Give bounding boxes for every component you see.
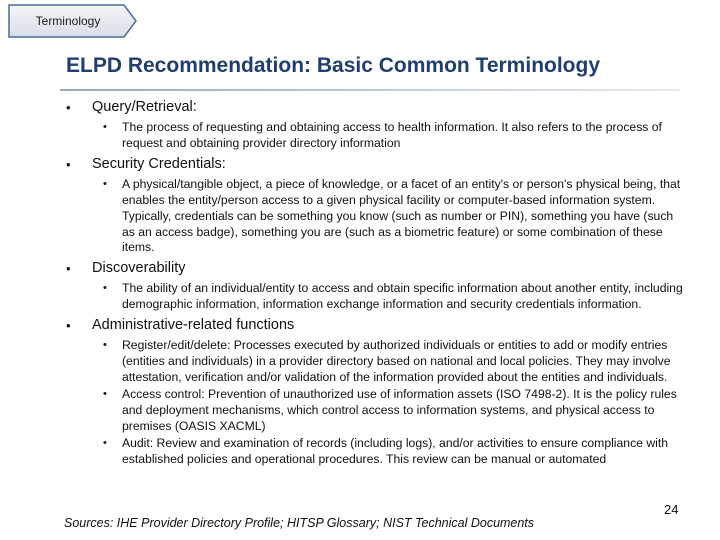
term-definition (60, 177, 690, 257)
bullet: • (103, 121, 107, 133)
term-heading-text: Administrative-related functions (92, 317, 295, 334)
tab-label: Terminology (35, 14, 101, 28)
slide-title: ELPD Recommendation: Basic Common Terminology (66, 54, 601, 77)
bullet: • (66, 318, 71, 334)
term-definition (60, 338, 690, 386)
section-tab (8, 4, 138, 38)
term-definition (60, 120, 690, 152)
definition-text: Access control: Prevention of unauthorized use of information assets (ISO 7498-2). It is the policy rules and deployment mechanisms, which control access to information systems, and physical access to premises (OASIS XACML) (122, 386, 677, 433)
definition-text: The ability of an individual/entity to access and obtain specific information about another entity, including demographic information, information exchange information and security credentials information. (122, 281, 683, 312)
bullet: • (66, 100, 71, 115)
term-heading (60, 156, 690, 173)
term-heading (60, 317, 690, 334)
bullet: • (103, 282, 107, 295)
definition-text: Register/edit/delete: Processes executed by authorized individuals or entities to add or modify entries (entities and individuals) in a provider directory based on national and local policies. They may involve attestation, verification and/or validation of the information provided about the entities and individuals. (122, 338, 671, 384)
term-heading-text: Security Credentials: (92, 155, 226, 172)
definition-text: The process of requesting and obtaining access to health information. It also refers to the process of request and obtaining provider directory information (122, 120, 662, 150)
term-heading-text: Query/Retrieval: (92, 99, 197, 115)
bullet: • (103, 339, 107, 352)
title-divider (60, 89, 680, 91)
term-definition (60, 436, 690, 468)
bullet: • (66, 261, 71, 277)
definition-text: A physical/tangible object, a piece of knowledge, or a facet of an entity's or person's physical being, that enables the entity/person access to a given physical facility or computer-based information system. Typically, credentials can be something you know (such as number or PIN), something you have (such as an access badge), something you are (such as a biometric feature) or some combination of these items. (122, 176, 681, 255)
term-definition (60, 281, 690, 313)
term-list (60, 95, 690, 467)
term-heading (60, 99, 690, 116)
bullet: • (66, 156, 71, 172)
term-heading-text: Discoverability (92, 260, 186, 277)
definition-text: Audit: Review and examination of records (including logs), and/or activities to ensure compliance with established policies and operational procedures. This review can be manual or automated (122, 435, 669, 466)
term-heading (60, 260, 690, 277)
bullet: • (103, 387, 107, 400)
sources-footnote: Sources: IHE Provider Directory Profile; HITSP Glossary; NIST Technical Documents (64, 516, 535, 530)
bullet: • (103, 436, 107, 449)
term-definition (60, 387, 690, 435)
bullet: • (103, 177, 107, 190)
page-number: 24 (664, 502, 679, 517)
